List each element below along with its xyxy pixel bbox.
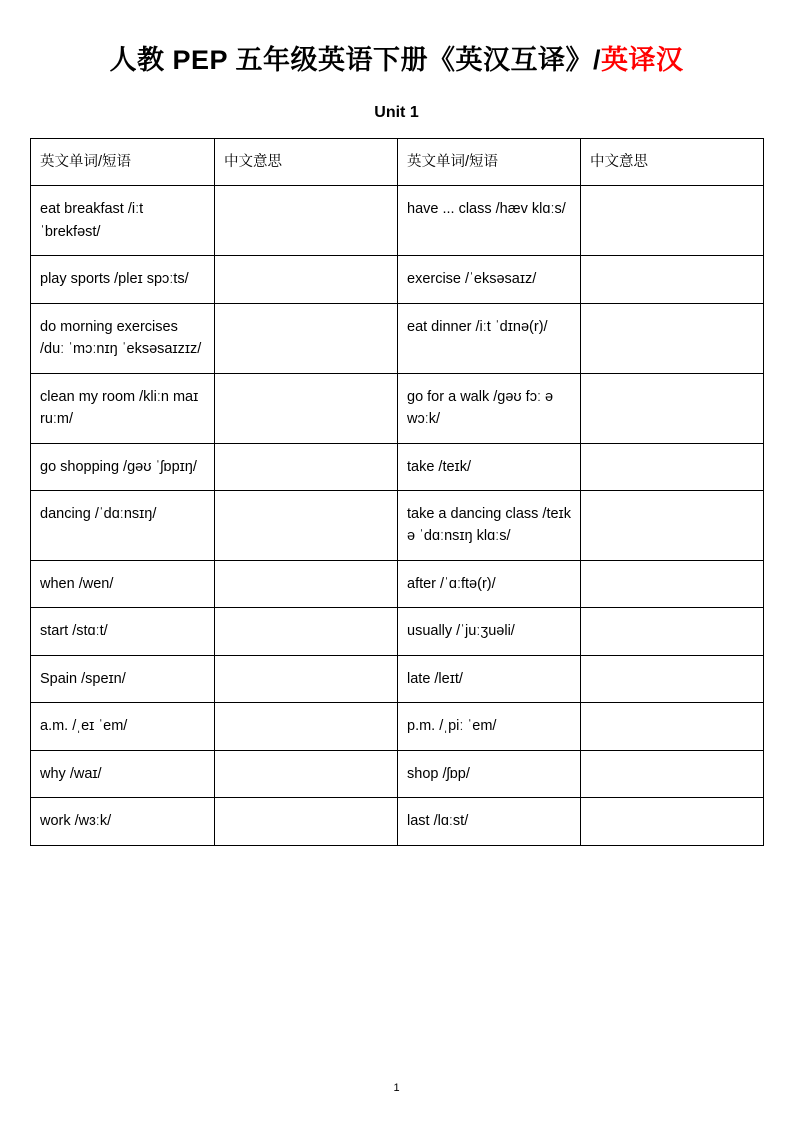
vocab-cell-chinese	[215, 750, 398, 797]
vocab-cell-english: clean my room /kliːn maɪ ruːm/	[31, 373, 215, 443]
table-row	[31, 256, 764, 303]
column-header-en-2: 英文单词/短语	[398, 138, 581, 185]
vocab-cell-english: take /teɪk/	[398, 443, 581, 490]
column-header-zh-2: 中文意思	[581, 138, 764, 185]
vocab-cell-chinese	[215, 655, 398, 702]
vocab-cell-english: why /waɪ/	[31, 750, 215, 797]
vocab-cell-english: p.m. /ˌpiː ˈem/	[398, 703, 581, 750]
vocab-cell-english: when /wen/	[31, 560, 215, 607]
vocab-cell-chinese	[215, 443, 398, 490]
table-row	[31, 608, 764, 655]
page-title-main: 人教 PEP 五年级英语下册《英汉互译》/	[109, 45, 602, 75]
vocabulary-table	[30, 138, 764, 846]
table-row	[31, 186, 764, 256]
vocab-cell-chinese	[581, 303, 764, 373]
vocab-cell-chinese	[215, 186, 398, 256]
table-row	[31, 655, 764, 702]
table-row	[31, 303, 764, 373]
page-title-highlight: 英译汉	[601, 45, 684, 75]
vocab-cell-english: shop /ʃɒp/	[398, 750, 581, 797]
vocab-cell-chinese	[215, 608, 398, 655]
vocab-cell-english: last /lɑːst/	[398, 798, 581, 845]
vocab-cell-chinese	[581, 490, 764, 560]
vocab-cell-english: go shopping /gəʊ ˈʃɒpɪŋ/	[31, 443, 215, 490]
table-row	[31, 703, 764, 750]
vocab-cell-chinese	[581, 186, 764, 256]
vocab-cell-chinese	[581, 373, 764, 443]
vocab-cell-chinese	[581, 798, 764, 845]
vocab-cell-chinese	[581, 655, 764, 702]
vocab-cell-english: dancing /ˈdɑːnsɪŋ/	[31, 490, 215, 560]
page-title	[30, 38, 763, 78]
vocab-cell-english: start /stɑːt/	[31, 608, 215, 655]
table-row	[31, 798, 764, 845]
vocab-cell-chinese	[581, 443, 764, 490]
table-header-row	[31, 138, 764, 185]
table-row	[31, 560, 764, 607]
page-number: 1	[393, 1082, 400, 1094]
vocab-cell-chinese	[215, 560, 398, 607]
vocab-cell-english: have ... class /hæv klɑːs/	[398, 186, 581, 256]
vocab-cell-english: do morning exercises /duː ˈmɔːnɪŋ ˈeksəsaɪzɪz/	[31, 303, 215, 373]
vocab-cell-chinese	[215, 373, 398, 443]
vocab-cell-chinese	[215, 256, 398, 303]
vocab-cell-english: eat breakfast /iːt ˈbrekfəst/	[31, 186, 215, 256]
vocab-cell-chinese	[581, 560, 764, 607]
vocab-cell-chinese	[581, 750, 764, 797]
table-row	[31, 373, 764, 443]
table-row	[31, 443, 764, 490]
vocab-cell-english: Spain /speɪn/	[31, 655, 215, 702]
column-header-en-1: 英文单词/短语	[31, 138, 215, 185]
table-row	[31, 490, 764, 560]
vocab-cell-english: exercise /ˈeksəsaɪz/	[398, 256, 581, 303]
vocab-cell-chinese	[581, 256, 764, 303]
vocab-cell-chinese	[215, 703, 398, 750]
vocab-cell-chinese	[215, 798, 398, 845]
vocab-cell-chinese	[581, 703, 764, 750]
table-row	[31, 750, 764, 797]
vocab-cell-english: eat dinner /iːt ˈdɪnə(r)/	[398, 303, 581, 373]
vocab-cell-english: take a dancing class /teɪk ə ˈdɑːnsɪŋ klɑːs/	[398, 490, 581, 560]
unit-heading: Unit 1	[374, 103, 419, 121]
vocab-cell-chinese	[215, 303, 398, 373]
vocab-cell-chinese	[215, 490, 398, 560]
vocab-cell-english: play sports /pleɪ spɔːts/	[31, 256, 215, 303]
vocab-cell-english: a.m. /ˌeɪ ˈem/	[31, 703, 215, 750]
vocab-cell-english: late /leɪt/	[398, 655, 581, 702]
vocab-cell-english: work /wɜːk/	[31, 798, 215, 845]
vocab-cell-chinese	[581, 608, 764, 655]
column-header-zh-1: 中文意思	[215, 138, 398, 185]
vocab-cell-english: usually /ˈjuːʒuəli/	[398, 608, 581, 655]
vocab-cell-english: after /ˈɑːftə(r)/	[398, 560, 581, 607]
vocab-cell-english: go for a walk /gəʊ fɔː ə wɔːk/	[398, 373, 581, 443]
